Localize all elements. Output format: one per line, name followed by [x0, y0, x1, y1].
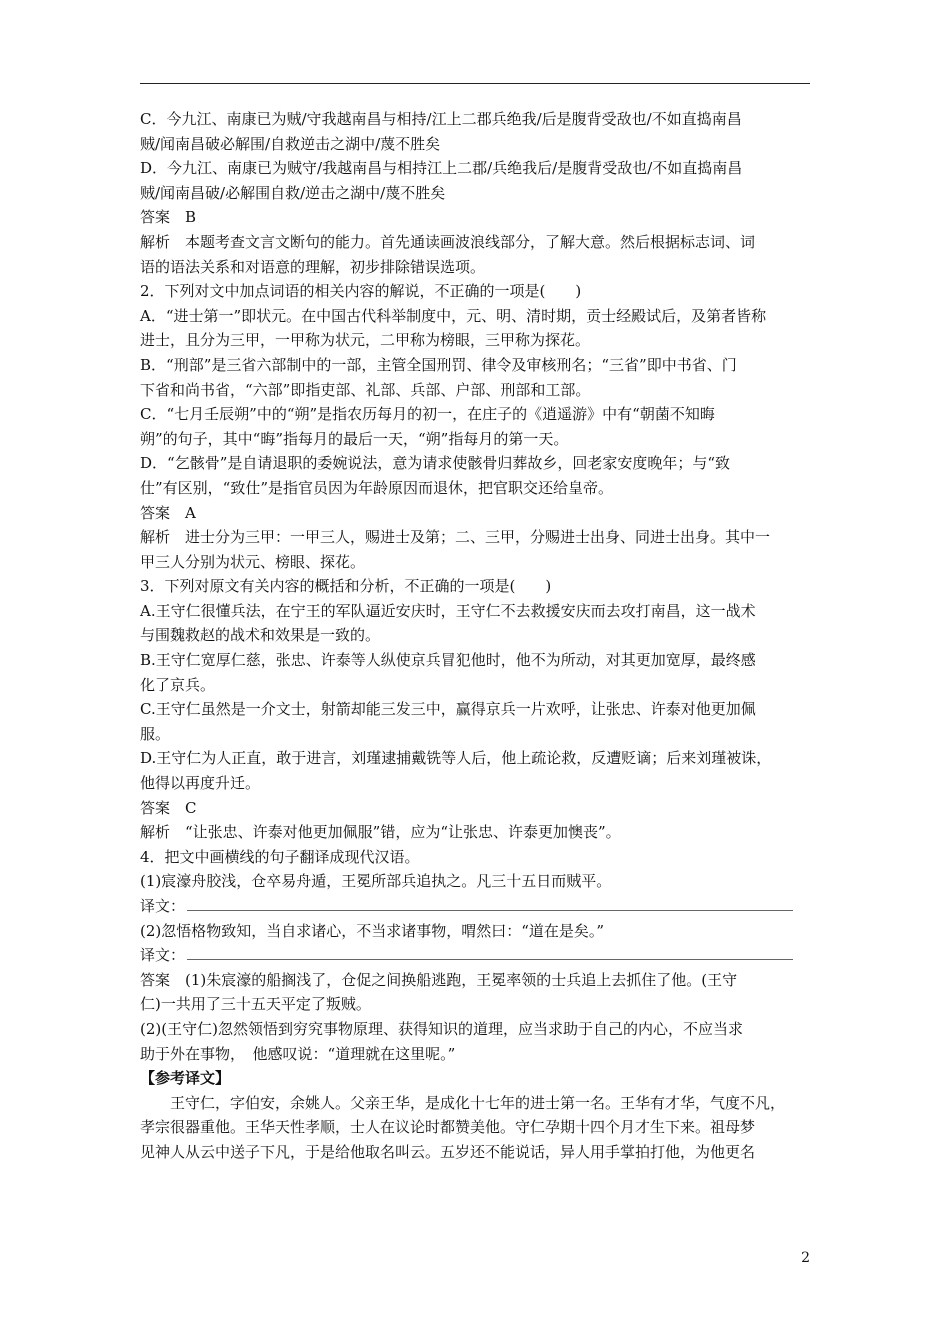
text-line: A．“进士第一”即状元。在中国古代科举制度中，元、明、清时期，贡士经殿试后，及第者皆称 — [140, 306, 767, 325]
text-line: 助于外在事物， 他感叹说：“道理就在这里呢。” — [140, 1044, 456, 1063]
answer-blank[interactable] — [187, 945, 793, 960]
text-line: 进士，且分为三甲，一甲称为状元，二甲称为榜眼，三甲称为探花。 — [140, 331, 591, 350]
text-line: 仁)一共用了三十五天平定了叛贼。 — [140, 995, 371, 1014]
document-body — [140, 107, 820, 1165]
analysis-line: 解析 进士分为三甲：一甲三人，赐进士及第；二、三甲，分赐进士出身、同进士出身。其中一 — [140, 528, 771, 547]
text-line: 朔”的句子，其中“晦”指每月的最后一天，“朔”指每月的第一天。 — [140, 429, 569, 448]
answer-line: 答案 B — [140, 208, 197, 227]
translation-label: 译文： — [140, 946, 186, 965]
text-line: 服。 — [140, 724, 171, 743]
answer-line: 答案 C — [140, 798, 197, 817]
text-line: C．“七月壬辰朔”中的“朔”是指农历每月的初一，在庄子的《逍遥游》中有“朝菌不知晦 — [140, 405, 715, 424]
text-line: (2)忽悟格物致知，当自求诸心，不当求诸事物，喟然曰：“道在是矣。” — [140, 921, 605, 940]
text-line: D.王守仁为人正直，敢于进言，刘瑾逮捕戴铣等人后，他上疏论救，反遭贬谪；后来刘瑾被诛， — [140, 749, 772, 768]
text-line: B.王守仁宽厚仁慈，张忠、许泰等人纵使京兵冒犯他时，他不为所动，对其更加宽厚，最终感 — [140, 651, 756, 670]
question-line: 4．把文中画横线的句子翻译成现代汉语。 — [140, 847, 420, 866]
text-line: B．“刑部”是三省六部制中的一部，主管全国刑罚、律令及审核刑名；“三省”即中书省、门 — [140, 355, 737, 374]
text-line: A.王守仁很懂兵法，在宁王的军队逼近安庆时，王守仁不去救援安庆而去攻打南昌，这一战术 — [140, 601, 756, 620]
text-line: (1)宸濠舟胶浅，仓卒易舟遁，王冕所部兵追执之。凡三十五日而贼平。 — [140, 872, 612, 891]
text-line: 与围魏救赵的战术和效果是一致的。 — [140, 626, 381, 645]
text-line: 甲三人分别为状元、榜眼、探花。 — [140, 552, 366, 571]
paragraph-line: 见神人从云中送子下凡，于是给他取名叫云。五岁还不能说话，异人用手掌拍打他，为他更名 — [140, 1142, 756, 1161]
translation-line-2 — [140, 943, 820, 968]
translation-line-1 — [140, 894, 820, 919]
text-line: C.王守仁虽然是一介文士，射箭却能三发三中，赢得京兵一片欢呼，让张忠、许泰对他更加佩 — [140, 700, 756, 719]
text-line: 语的语法关系和对语意的理解，初步排除错误选项。 — [140, 257, 486, 276]
text-line: 他得以再度升迁。 — [140, 774, 261, 793]
text-line: 贼/闻南昌破必解围/自救逆击之湖中/蔑不胜矣 — [140, 134, 441, 153]
text-line: 仕”有区别，“致仕”是指官员因为年龄原因而退休，把官职交还给皇帝。 — [140, 478, 614, 497]
answer-line: 答案 A — [140, 503, 196, 522]
header-rule — [140, 83, 810, 84]
text-line: 下省和尚书省，“六部”即指吏部、礼部、兵部、户部、刑部和工部。 — [140, 380, 591, 399]
answer-blank[interactable] — [187, 896, 793, 911]
page-number: 2 — [801, 1250, 810, 1266]
translation-label: 译文： — [140, 897, 186, 915]
analysis-line: 解析 “让张忠、许泰对他更加佩服”错，应为“让张忠、许泰更加懊丧”。 — [140, 823, 621, 842]
text-line: 贼/闻南昌破/必解围自救/逆击之湖中/蔑不胜矣 — [140, 183, 446, 202]
paragraph-line: 王守仁，字伯安，余姚人。父亲王华，是成化十七年的进士第一名。王华有才华，气度不凡， — [170, 1093, 786, 1112]
text-line: D．“乞骸骨”是自请退职的委婉说法，意为请求使骸骨归葬故乡，回老家安度晚年；与“致 — [140, 454, 731, 473]
text-line: C．今九江、南康已为贼/守我越南昌与相持/江上二郡兵绝我/后是腹背受敌也/不如直捣南昌 — [140, 110, 742, 128]
question-line: 3．下列对原文有关内容的概括和分析，不正确的一项是( ) — [140, 577, 552, 596]
text-line: 化了京兵。 — [140, 675, 216, 694]
question-line: 2．下列对文中加点词语的相关内容的解说，不正确的一项是( ) — [140, 282, 582, 301]
analysis-line: 解析 本题考查文言文断句的能力。首先通读画波浪线部分，了解大意。然后根据标志词、词 — [140, 232, 756, 251]
paragraph-line: 孝宗很器重他。王华天性孝顺，士人在议论时都赞美他。守仁孕期十四个月才生下来。祖母梦 — [140, 1118, 756, 1137]
text-line: D．今九江、南康已为贼守/我越南昌与相持江上二郡/兵绝我后/是腹背受敌也/不如直捣南昌 — [140, 159, 743, 178]
section-heading: 【参考译文】 — [140, 1069, 231, 1088]
answer-line: 答案 (1)朱宸濠的船搁浅了，仓促之间换船逃跑，王冕率领的士兵追上去抓住了他。(王守 — [140, 970, 738, 989]
text-line: (2)(王守仁)忽然领悟到穷究事物原理、获得知识的道理，应当求助于自己的内心，不应当求 — [140, 1019, 743, 1038]
